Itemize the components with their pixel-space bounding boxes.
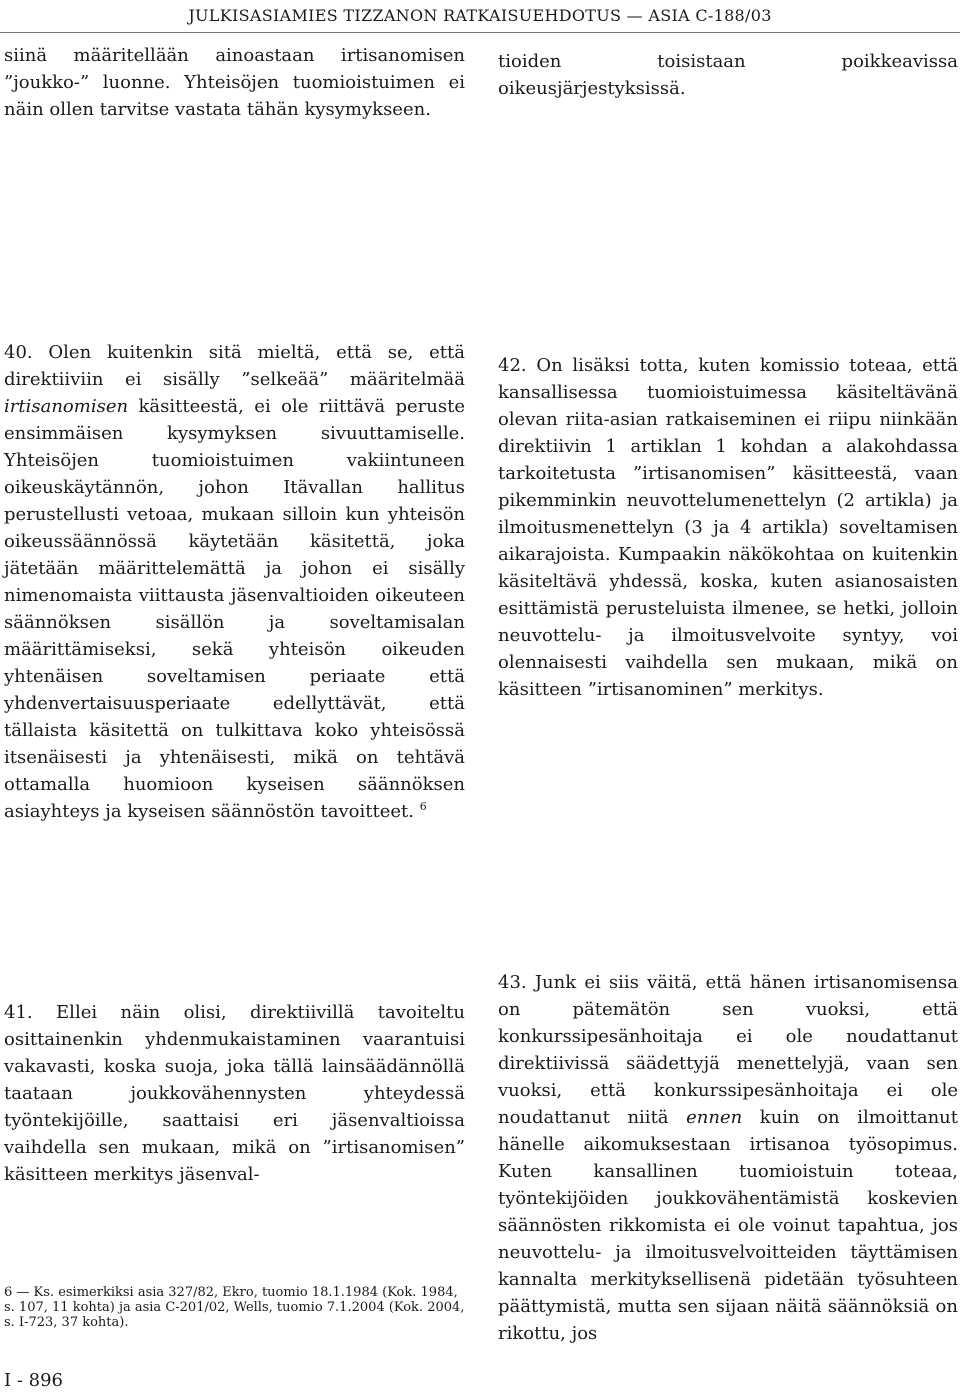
paragraph-42-text: On lisäksi totta, kuten komissio toteaa, että kansallisessa tuomioistuimessa käsiteltävänä olevan riita-asian ratkaiseminen ei riipu niinkään direktiivin 1 artiklan 1 kohdan a alakohdassa tarkoitetusta ”irtisanomisen” käsitteestä, vaan pikemminkin neuvottelumenettelyn (2 artikla) ja ilmoitusmenettelyn (3 ja 4 artikla) soveltamisen aikarajoista. Kumpaakin näkökohtaa on kuitenkin käsiteltävä yhdessä, koska, kuten asianosaisten esittämistä perusteluista ilmenee, se hetki, jolloin neuvottelu- ja ilmoitusvelvoite syntyy, voi olennaisesti vaihdella sen mukaan, mikä on käsitteen ”irtisanominen” merkitys. [498, 355, 958, 700]
paragraph-40 [4, 339, 465, 825]
paragraph-43-text-b: kuin on ilmoittanut hänelle aikomuksestaan irtisanoa työsopimus. Kuten kansallinen tuomioistuin toteaa, työntekijöiden joukkovähentämistä koskevien säännösten rikkomista ei ole voinut tapahtua, jos neuvottelu- ja ilmoitusvelvoitteiden täyttämisen kannalta merkityksellisenä pidetään työsuhteen päättymistä, mutta sen sijaan näitä säännöksiä on rikottu, jos [498, 1107, 959, 1344]
continued-text-right: tioiden toisistaan poikkeavissa oikeusjärjestyksissä. [498, 51, 958, 99]
footnote-6 [4, 1285, 465, 1330]
paragraph-41 [4, 999, 465, 1188]
paragraph-41-text: Ellei näin olisi, direktiivillä tavoiteltu osittainenkin yhdenmukaistaminen vaarantuisi vakavasti, koska suoja, joka tällä lainsäädännöllä taataan joukkovähennysten yhteydessä työntekijöille, saattaisi eri jäsenvaltioissa vaihdella sen mukaan, mikä on ”irtisanomisen” käsitteen merkitys jäsenval- [4, 1002, 465, 1185]
paragraph-41-number: 41. [4, 1002, 33, 1023]
footnote-ref-6[interactable]: 6 [419, 800, 427, 813]
continued-text-left: siinä määritellään ainoastaan irtisanomisen ”joukko-” luonne. Yhteisöjen tuomioistuimen ei näin ollen tarvitse vastata tähän kysymykseen. [4, 45, 465, 120]
footnote-text: Ks. esimerkiksi asia 327/82, Ekro, tuomio 18.1.1984 (Kok. 1984, s. 107, 11 kohta) ja asia C-201/02, Wells, tuomio 7.1.2004 (Kok. 2004, s. I-723, 37 kohta). [4, 1285, 465, 1330]
continued-paragraph-right [498, 48, 958, 102]
page-number: I - 896 [4, 1370, 63, 1391]
continued-paragraph-left [4, 42, 465, 123]
running-header: JULKISASIAMIES TIZZANON RATKAISUEHDOTUS — ASIA C-188/03 [188, 6, 772, 25]
paragraph-40-emphasis: irtisanomisen [4, 396, 129, 417]
paragraph-42 [498, 352, 958, 703]
paragraph-43-number: 43. [498, 972, 527, 993]
header-rule [0, 32, 960, 33]
footnote-marker: 6 — [4, 1285, 30, 1300]
paragraph-40-text-b: käsitteestä, ei ole riittävä peruste ensimmäisen kysymyksen sivuuttamiselle. Yhteisöjen tuomioistuimen vakiintuneen oikeuskäytännön, johon Itävallan hallitus perustellusti vetoaa, mukaan silloin kun yhteisön oikeussäännössä käytetään käsitettä, joka jätetään määrittelemättä ja johon ei sisälly nimenomaista viittausta jäsenvaltioiden oikeuteen säännöksen sisällön ja soveltamisalan määrittämiseksi, sekä yhteisön oikeuden yhtenäisen soveltamisen periaate että yhdenvertaisuusperiaate edellyttävät, että tällaista käsitettä on tulkittava koko yhteisössä itsenäisesti ja yhtenäisesti, mikä on tehtävä ottamalla huomioon kyseisen säännöksen asiayhteys ja kyseisen säännöstön tavoitteet. [4, 396, 465, 822]
paragraph-43-emphasis: ennen [686, 1107, 743, 1128]
paragraph-40-number: 40. [4, 342, 33, 363]
paragraph-43 [498, 969, 958, 1347]
paragraph-43-text-a: Junk ei siis väitä, että hänen irtisanomisensa on pätemätön sen vuoksi, että konkurssipesänhoitaja ei ole noudattanut direktiivissä säädettyjä menettelyjä, vaan sen vuoksi, että konkurssipesänhoitaja ei ole noudattanut niitä [498, 972, 958, 1128]
paragraph-42-number: 42. [498, 355, 527, 376]
paragraph-40-text-a: Olen kuitenkin sitä mieltä, että se, että direktiiviin ei sisälly ”selkeää” määritelmää [4, 342, 465, 390]
